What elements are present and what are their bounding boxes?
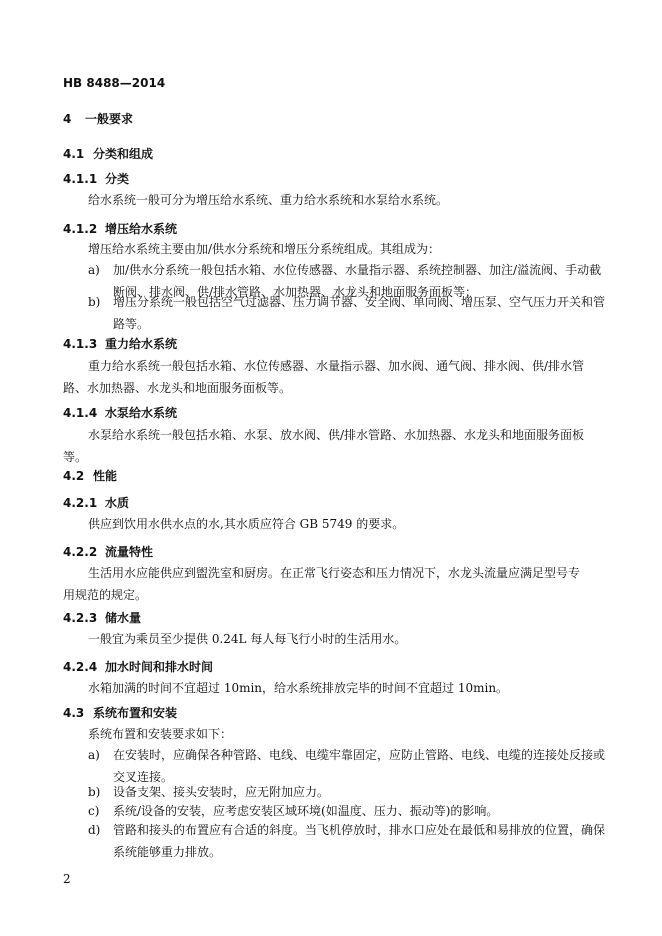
heading-title: 一般要求 [85,112,134,126]
heading-number: 4.2.4 [63,660,98,674]
heading-number: 4.1 [63,147,85,161]
heading-number: 4.1.3 [63,337,98,351]
list-text: 设备支架、接头安装时，应无附加应力。 [113,785,330,799]
page-number: 2 [63,872,71,886]
heading-number: 4.1.1 [63,172,98,186]
heading-title: 水泵给水系统 [105,406,178,420]
standard-number: HB 8488—2014 [63,76,166,90]
list-text: 管路和接头的布置应有合适的斜度。当飞机停放时，排水口应处在最低和易排放的位置，确保系统能够重力排放。 [113,823,606,859]
heading-number: 4.2 [63,469,85,483]
heading-title: 储水量 [105,611,142,625]
paragraph: 供应到饮用水供水点的水,其水质应符合 GB 5749 的要求。 [88,517,405,531]
list-text: 在安装时，应确保各种管路、电线、电缆牢靠固定，应防止管路、电线、电缆的连接处反接或交叉连接。 [113,748,606,784]
heading-title: 水质 [105,496,130,510]
list-marker: c) [88,804,100,818]
heading-4 [63,110,133,127]
heading-4-1-1 [63,170,129,187]
list-marker: d) [88,823,101,837]
list-text: 加/供水分系统一般包括水箱、水位传感器、水量指示器、系统控制器、加注/溢流阀、手动截断阀、排水阀、供/排水管路、水加热器、水龙头和地面服务面板等； [113,263,602,299]
heading-4-2-1 [63,494,129,511]
heading-title: 系统布置和安装 [93,706,178,720]
heading-title: 性能 [93,469,118,483]
paragraph: 重力给水系统一般包括水箱、水位传感器、水量指示器、加水阀、通气阀、排水阀、供/排水管路、水加热器、水龙头和地面服务面板等。 [63,359,585,395]
heading-title: 流量特性 [105,545,154,559]
heading-4-2 [63,467,117,484]
list-marker: b) [88,785,101,799]
heading-number: 4.3 [63,706,85,720]
heading-number: 4 [63,112,72,126]
heading-title: 分类 [105,172,130,186]
heading-number: 4.2.1 [63,496,98,510]
list-text: 系统/设备的安装，应考虑安装区域环境(如温度、压力、振动等)的影响。 [113,804,499,818]
heading-number: 4.1.2 [63,222,98,236]
heading-4-2-3 [63,609,141,626]
heading-title: 增压给水系统 [105,222,178,236]
list-marker: a) [88,263,100,277]
paragraph: 水泵给水系统一般包括水箱、水泵、放水阀、供/排水管路、水加热器、水龙头和地面服务面板等。 [63,428,585,464]
heading-4-1-4 [63,404,177,421]
paragraph: 给水系统一般可分为增压给水系统、重力给水系统和水泵给水系统。 [88,193,449,207]
list-marker: a) [88,748,100,762]
paragraph: 增压给水系统主要由加/供水分系统和增压分系统组成。其组成为： [88,242,441,256]
paragraph: 系统布置和安装要求如下： [88,727,233,741]
heading-4-1-2 [63,220,177,237]
heading-4-3 [63,704,177,721]
paragraph: 一般宜为乘员至少提供 0.24L 每人每飞行小时的生活用水。 [88,632,407,646]
heading-number: 4.2.2 [63,545,98,559]
list-marker: b) [88,295,101,309]
heading-4-2-2 [63,543,153,560]
heading-4-1-3 [63,335,177,352]
heading-number: 4.1.4 [63,406,98,420]
paragraph: 水箱加满的时间不宜超过 10min，给水系统排放完毕的时间不宜超过 10min。 [88,681,509,695]
heading-4-1 [63,145,153,162]
heading-4-2-4 [63,658,213,675]
heading-title: 分类和组成 [93,147,154,161]
heading-number: 4.2.3 [63,611,98,625]
heading-title: 重力给水系统 [105,337,178,351]
list-text: 增压分系统一般包括空气过滤器、压力调节器、安全阀、单向阀、增压泵、空气压力开关和管路等。 [113,295,606,331]
paragraph: 生活用水应能供应到盥洗室和厨房。在正常飞行姿态和压力情况下，水龙头流量应满足型号专用规范的规定。 [63,566,581,602]
heading-title: 加水时间和排水时间 [105,660,214,674]
